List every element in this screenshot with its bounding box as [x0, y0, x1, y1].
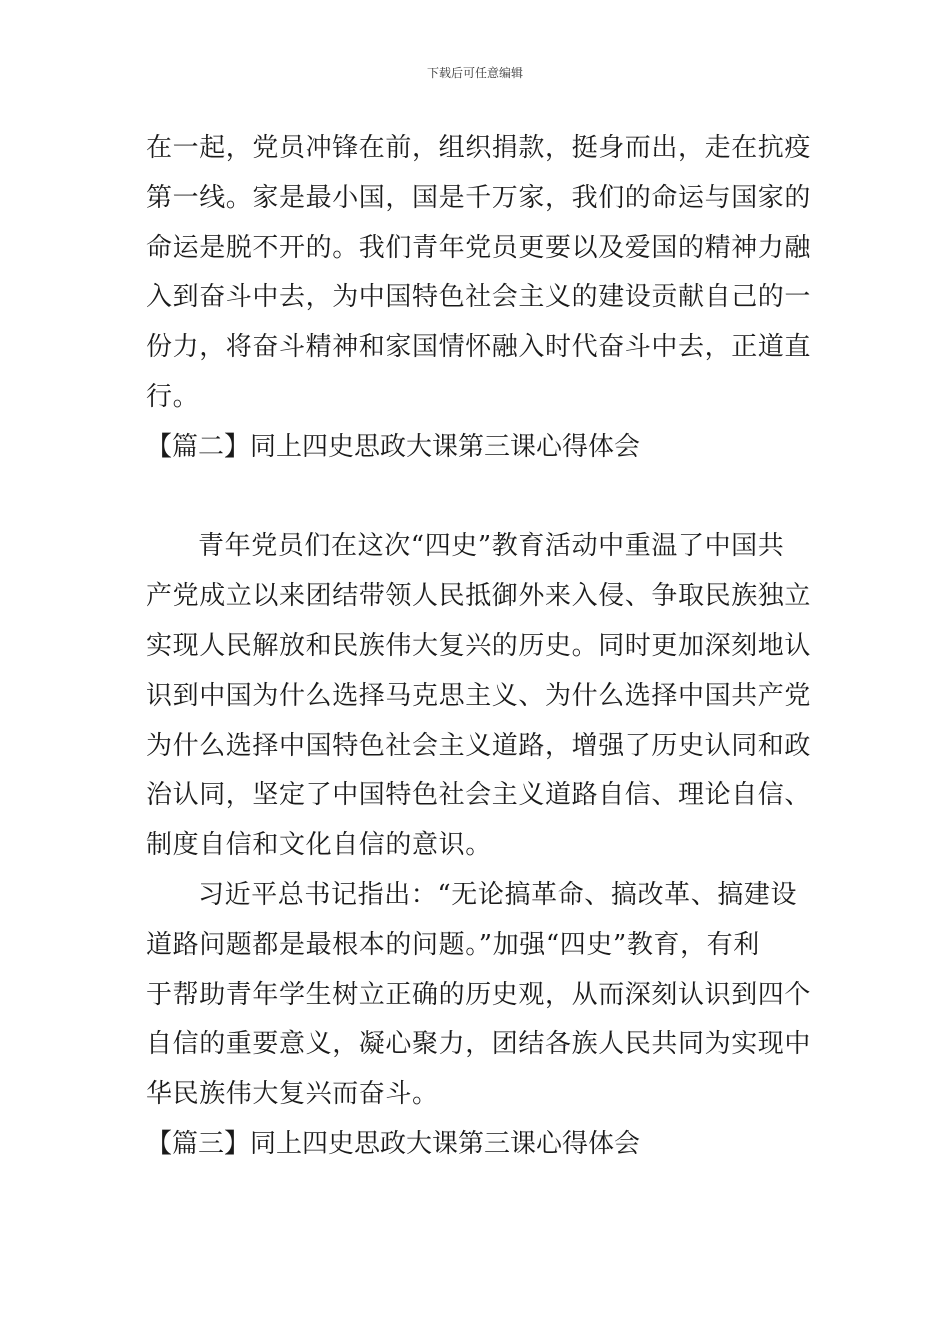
section-heading-3: 【篇三】同上四史思政大课第三课心得体会: [146, 1128, 641, 1159]
document-body: [146, 124, 812, 1170]
blank-line: [146, 473, 808, 523]
paragraph-line: 行。: [146, 381, 200, 412]
paragraph-line: 第一线。家是最小国，国是千万家，我们的命运与国家的: [146, 182, 812, 213]
paragraph-line: 华民族伟大复兴而奋斗。: [146, 1079, 439, 1110]
paragraph-line: 命运是脱不开的。我们青年党员更要以及爱国的精神力融: [146, 232, 812, 263]
paragraph-line: 自信的重要意义，凝心聚力，团结各族人民共同为实现中: [146, 1029, 812, 1060]
paragraph-line: 道路问题都是最根本的问题。”加强“四史”教育，有利: [146, 929, 760, 960]
paragraph-line: 在一起，党员冲锋在前，组织捐款，挺身而出，走在抗疫: [146, 133, 812, 163]
paragraph-line: 习近平总书记指出：“无论搞革命、搞改革、搞建设: [198, 879, 798, 910]
paragraph-line: 产党成立以来团结带领人民抵御外来入侵、争取民族独立: [146, 581, 812, 612]
paragraph-line: 制度自信和文化自信的意识。: [146, 830, 492, 861]
paragraph-line: 青年党员们在这次“四史”教育活动中重温了中国共: [198, 531, 785, 562]
paragraph-line: 实现人民解放和民族伟大复兴的历史。同时更加深刻地认: [146, 630, 812, 661]
page-header-note: 下载后可任意编辑: [426, 66, 523, 80]
paragraph-line: 治认同，坚定了中国特色社会主义道路自信、理论自信、: [146, 780, 812, 811]
section-heading-2: 【篇二】同上四史思政大课第三课心得体会: [146, 431, 641, 462]
paragraph-line: 为什么选择中国特色社会主义道路，增强了历史认同和政: [146, 730, 812, 761]
paragraph-line: 识到中国为什么选择马克思主义、为什么选择中国共产党: [146, 680, 812, 711]
paragraph-line: 入到奋斗中去，为中国特色社会主义的建设贡献自己的一: [146, 282, 812, 313]
paragraph-line: 份力，将奋斗精神和家国情怀融入时代奋斗中去，正道直: [146, 332, 812, 363]
paragraph-line: 于帮助青年学生树立正确的历史观，从而深刻认识到四个: [146, 979, 812, 1010]
